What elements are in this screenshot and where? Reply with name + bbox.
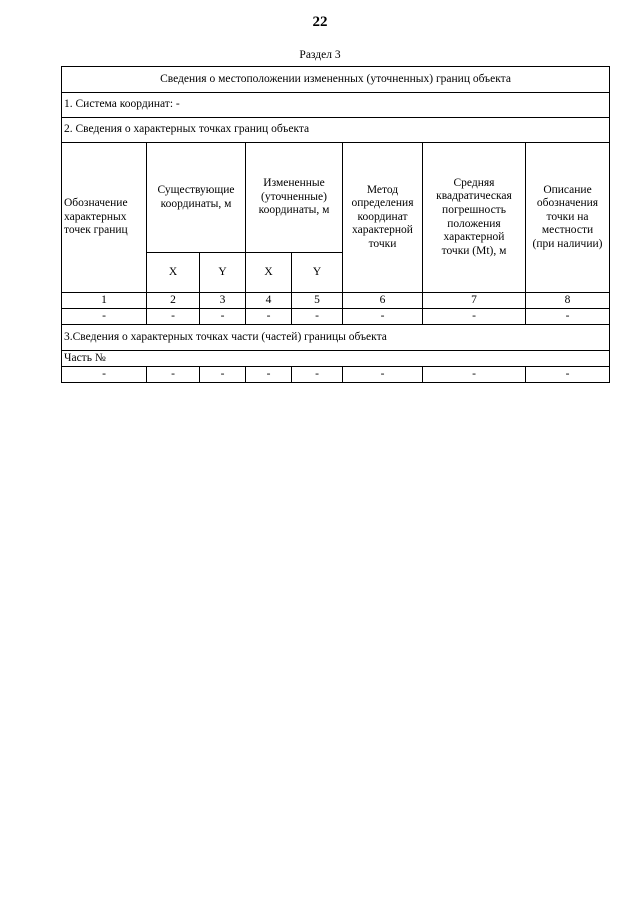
header-method: Метод определения координат характерной точки xyxy=(343,143,423,293)
table-cell: - xyxy=(292,309,343,325)
table-cell: - xyxy=(62,367,147,383)
header-error: Средняя квадратическая погрешность положения характерной точки (Mt), м xyxy=(423,143,526,293)
part-number-row xyxy=(62,351,610,367)
page-number: 22 xyxy=(312,14,328,30)
table-title-row xyxy=(62,67,610,93)
header-changed-coordinates: Измененные (уточненные) координаты, м xyxy=(246,143,343,253)
table-cell: - xyxy=(200,367,246,383)
coordinate-system-label: 1. Система координат: - xyxy=(62,93,610,118)
table-cell: 3 xyxy=(200,293,246,309)
part-number-label: Часть № xyxy=(62,351,610,367)
header-y-existing: Y xyxy=(200,253,246,293)
points-info-label: 2. Сведения о характерных точках границ объекта xyxy=(62,118,610,143)
header-existing-coordinates: Существующие координаты, м xyxy=(147,143,246,253)
table-cell: 7 xyxy=(423,293,526,309)
column-numbers-row xyxy=(62,293,610,309)
boundary-points-table xyxy=(61,66,610,383)
table-cell: 1 xyxy=(62,293,147,309)
table-cell: - xyxy=(200,309,246,325)
table-cell: - xyxy=(147,309,200,325)
table-cell: - xyxy=(292,367,343,383)
table-cell: 5 xyxy=(292,293,343,309)
table-title: Сведения о местоположении измененных (уточненных) границ объекта xyxy=(62,67,610,93)
part-points-info-row xyxy=(62,325,610,351)
table-cell: - xyxy=(423,367,526,383)
header-x-existing: X xyxy=(147,253,200,293)
header-x-changed: X xyxy=(246,253,292,293)
table-row xyxy=(62,309,610,325)
table-cell: 4 xyxy=(246,293,292,309)
table-cell: - xyxy=(526,309,610,325)
table-cell: - xyxy=(147,367,200,383)
table-cell: 8 xyxy=(526,293,610,309)
table-cell: - xyxy=(246,309,292,325)
header-designation: Обозначение характерных точек границ xyxy=(62,143,147,293)
table-cell: 6 xyxy=(343,293,423,309)
table-row xyxy=(62,367,610,383)
table-cell: - xyxy=(62,309,147,325)
table-cell: - xyxy=(526,367,610,383)
table-cell: - xyxy=(246,367,292,383)
table-cell: - xyxy=(343,309,423,325)
header-y-changed: Y xyxy=(292,253,343,293)
header-description: Описание обозначения точки на местности (при наличии) xyxy=(526,143,610,293)
table-cell: - xyxy=(343,367,423,383)
coordinate-system-row xyxy=(62,93,610,118)
table-cell: - xyxy=(423,309,526,325)
points-info-row xyxy=(62,118,610,143)
section-label: Раздел 3 xyxy=(299,49,341,61)
header-row xyxy=(62,143,610,253)
part-points-info-label: 3.Сведения о характерных точках части (частей) границы объекта xyxy=(62,325,610,351)
table-cell: 2 xyxy=(147,293,200,309)
